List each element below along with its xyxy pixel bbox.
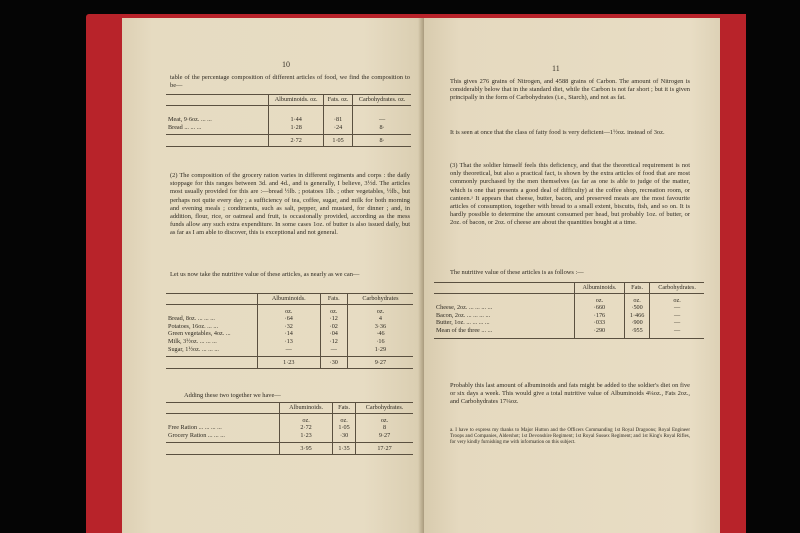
col-header: Carbohydrates.	[356, 403, 413, 414]
col-header: Albuminoids.	[280, 403, 333, 414]
col-header: Albuminoids.	[257, 294, 320, 305]
right-page-number: 11	[552, 64, 560, 73]
col-header: Albuminoids. oz.	[269, 95, 323, 106]
left-page	[122, 18, 424, 533]
table-extra-articles: Albuminoids. Fats. Carbohydrates. oz. oz. oz. Cheese, 2oz. ... ... ... ... ·660 ·500 — Bacon, 2oz. ... ... ... ... ·176 1·466 — Butter, 1oz. ... ... ... ... ·033 ·900 — Mean of the three ... ... ·290 ·955 —	[434, 282, 704, 339]
table-row: Bread ... ... ... 1·28 ·24 8·	[166, 124, 411, 135]
table-row: Bread, 8oz. ... ... ... ·64 ·12 4	[166, 315, 413, 323]
col-header: Carbohydrates.	[650, 283, 704, 294]
footnote: a. I have to express my thanks to Major Hutton and the Officers Commanding 1st Royal Dragoons; Royal Engineer Troops and Companies, Aldershot; 1st Devonshire Regiment; 1st Royal Sussex Regiment; and 1st King's Royal Rifles, for very kindly furnishing me with information on this subject.	[450, 428, 690, 445]
right-paragraph-2: It is seen at once that the class of fatty food is very deficient—1½oz. instead of 3oz.	[450, 129, 665, 136]
right-paragraph-3: (3) That the soldier himself feels this deficiency, and that the theoretical requirement is not only theoretical, but also a practical fact, is shown by the extra articles of food that are most commonly purchased by the men themselves (as far as one is able to judge of the matter, which is one that presents a good deal of difficulty) at the coffee shop, recreation room, or canteen.ᵃ It appears that cheese, butter, bacon, and preserved meats are the most favourite articles of consumption, together with bread to a small extent, biscuits, fish, and so on. It is hardly possible to determine the amount consumed per head, but probably 1oz. of butter, or 2oz. of bacon, or 2oz. of cheese are about the quantities bought at a time.	[450, 162, 690, 227]
table-row: Green vegetables, 4oz. ... ·14 ·04 ·46	[166, 330, 413, 338]
table-row: Free Ration ... ... ... ... 2·72 1·05 8	[166, 424, 413, 432]
table-row: Meat, 9·6oz. ... ... 1·44 ·81 —	[166, 116, 411, 124]
table-row: Mean of the three ... ... ·290 ·955 —	[434, 327, 704, 338]
table-grocery-ration: Albuminoids. Fats. Carbohydrates oz. oz. oz. Bread, 8oz. ... ... ... ·64 ·12 4 Potatoes, 16oz. ... ... ·32 ·02 3·36 Green vegetables, 4oz. ... ·14 ·04 ·46 Milk, 3½oz. ... ... ... ·13 ·12 ·16 Sugar, 1½oz. ... ... ... — — 1·29 1·23 ·30 9·27	[166, 293, 413, 369]
col-header: Fats.	[320, 294, 347, 305]
col-header: Fats. oz.	[323, 95, 352, 106]
table-row: Potatoes, 16oz. ... ... ·32 ·02 3·36	[166, 323, 413, 331]
right-paragraph-5: Probably this last amount of albuminoids and fats might be added to the soldier's diet on five or six days a week. This would give a total nutritive value of Albuminoids 4¼oz., Fats 2oz., and Carbohydrates 17¼oz.	[450, 382, 690, 406]
table-row: Milk, 3½oz. ... ... ... ·13 ·12 ·16	[166, 338, 413, 346]
table-row: Cheese, 2oz. ... ... ... ... ·660 ·500 —	[434, 304, 704, 312]
table-total-row: 2·72 1·05 8·	[166, 135, 411, 147]
table-row: Bacon, 2oz. ... ... ... ... ·176 1·466 —	[434, 312, 704, 320]
col-header: Carbohydrates. oz.	[353, 95, 411, 106]
table-row: Grocery Ration ... ... ... 1·23 ·30 9·27	[166, 432, 413, 443]
col-header: Fats.	[333, 403, 356, 414]
col-header: Carbohydrates	[347, 294, 413, 305]
left-intro-text: table of the percentage composition of different articles of food, we find the composition to be—	[170, 74, 410, 90]
table-free-ration	[166, 94, 411, 147]
table-row: Sugar, 1½oz. ... ... ... — — 1·29	[166, 346, 413, 357]
table-total-row: 1·23 ·30 9·27	[166, 357, 413, 369]
table-total-row: 3·95 1·35 17·27	[166, 443, 413, 455]
col-header: Fats.	[625, 283, 650, 294]
table-row: Butter, 1oz. ... ... ... ... ·033 ·900 —	[434, 319, 704, 327]
right-page	[424, 18, 720, 533]
left-paragraph-2: (2) The composition of the grocery ration varies in different regiments and corps : the daily stoppage for this ranges between 3d. and 4d., and is generally, I believe, 3½d. The articles most usually provided for this are :—bread ½lb. ; potatoes 1lb. ; other vegetables, ½lb., but perhaps not quite every day ; a sufficiency of tea, coffee, sugar, and milk for both morning and evening meals ; condiments, such as salt, pepper, and mustard, for dinner ; and, in addition, flour, rice, or oatmeal and fruit, is occasionally provided, according as the mess funds allow any such extra expenditure. In some cases 1oz. of butter is also issued daily, but as far as I am able to discover, this is exceptional and not general.	[170, 172, 410, 237]
table-combined: Albuminoids. Fats. Carbohydrates. oz. oz. oz. Free Ration ... ... ... ... 2·72 1·05 8 Grocery Ration ... ... ... 1·23 ·30 9·27 3·95 1·35 17·27	[166, 402, 413, 455]
right-paragraph-4: The nutritive value of these articles is as follows :—	[450, 269, 584, 276]
col-header: Albuminoids.	[574, 283, 624, 294]
left-paragraph-4: Adding these two together we have—	[184, 392, 281, 399]
right-paragraph-1: This gives 276 grains of Nitrogen, and 4588 grains of Carbon. The amount of Nitrogen is considerably below that in the standard diet, while the Carbon is not far short ; but it is given principally in the form of Carbohydrates (i.e., Starch), and not as fat.	[450, 78, 690, 102]
left-page-number: 10	[282, 60, 290, 69]
left-paragraph-3: Let us now take the nutritive value of these articles, as nearly as we can—	[170, 271, 360, 278]
